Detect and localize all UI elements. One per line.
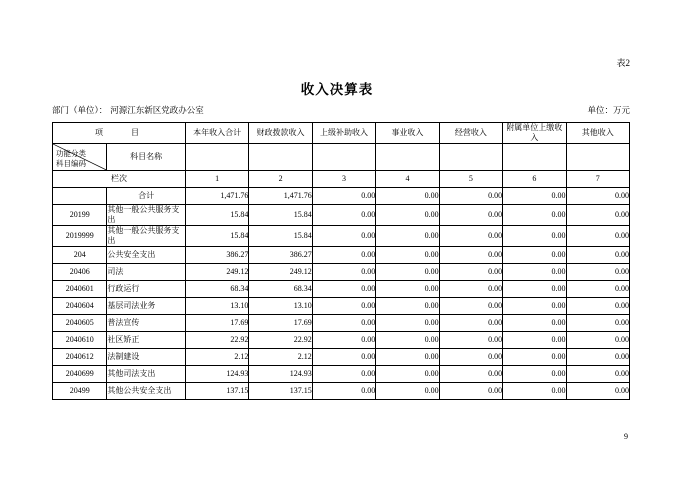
table-row: [53, 298, 630, 315]
row-value-6: 0.00: [503, 349, 566, 366]
header-code-corner: [53, 144, 107, 171]
row-value-6: 0.00: [503, 383, 566, 400]
row-value-1: 249.12: [185, 264, 248, 281]
row-value-2: 1,471.76: [249, 188, 312, 205]
rank-value-3: 3: [312, 171, 375, 188]
row-value-3: 0.00: [312, 247, 375, 264]
row-value-7: 0.00: [566, 281, 629, 298]
table-label: 表2: [616, 58, 630, 68]
row-value-5: 0.00: [439, 366, 502, 383]
row-value-3: 0.00: [312, 298, 375, 315]
table-row: [53, 205, 630, 226]
row-value-2: 124.93: [249, 366, 312, 383]
header-col-5: 经营收入: [439, 123, 502, 144]
header-col-6: 附属单位上缴收入: [503, 123, 566, 144]
row-name: 其他司法支出: [107, 366, 186, 383]
table-row: [53, 247, 630, 264]
row-value-2: 15.84: [249, 205, 312, 226]
row-value-2: 137.15: [249, 383, 312, 400]
row-name: 其他一般公共服务支出: [107, 226, 186, 247]
rank-label: 栏次: [53, 171, 186, 188]
row-value-7: 0.00: [566, 383, 629, 400]
row-name: 基层司法业务: [107, 298, 186, 315]
row-code: 2040601: [53, 281, 107, 298]
row-code: 2019999: [53, 226, 107, 247]
header-item: 项 目: [53, 123, 186, 144]
row-code: 2040605: [53, 315, 107, 332]
row-value-6: 0.00: [503, 366, 566, 383]
page-number: 9: [624, 432, 628, 441]
row-value-4: 0.00: [376, 226, 439, 247]
row-name: 法制建设: [107, 349, 186, 366]
row-value-7: 0.00: [566, 332, 629, 349]
table-row: [53, 349, 630, 366]
header-col-3: 上级补助收入: [312, 123, 375, 144]
header-col-7: 其他收入: [566, 123, 629, 144]
row-code: [53, 188, 107, 205]
row-value-2: 2.12: [249, 349, 312, 366]
row-value-7: 0.00: [566, 349, 629, 366]
row-value-1: 124.93: [185, 366, 248, 383]
department-value: 河源江东新区党政办公室: [110, 105, 204, 115]
row-value-6: 0.00: [503, 281, 566, 298]
row-value-7: 0.00: [566, 315, 629, 332]
table-row: [53, 383, 630, 400]
unit-label: 单位：万元: [587, 105, 630, 115]
row-value-5: 0.00: [439, 264, 502, 281]
row-value-7: 0.00: [566, 366, 629, 383]
row-value-7: 0.00: [566, 264, 629, 281]
row-value-3: 0.00: [312, 188, 375, 205]
row-code: 20199: [53, 205, 107, 226]
row-value-6: 0.00: [503, 205, 566, 226]
header-col-2: 财政拨款收入: [249, 123, 312, 144]
table-row: [53, 188, 630, 205]
row-value-3: 0.00: [312, 205, 375, 226]
row-name: 社区矫正: [107, 332, 186, 349]
row-value-2: 15.84: [249, 226, 312, 247]
row-value-7: 0.00: [566, 247, 629, 264]
table-header-row-2: [53, 144, 630, 171]
header-col-4: 事业收入: [376, 123, 439, 144]
row-value-5: 0.00: [439, 349, 502, 366]
row-code: 2040610: [53, 332, 107, 349]
row-value-6: 0.00: [503, 264, 566, 281]
header-code-label: 功能分类 科目编码: [56, 149, 86, 168]
rank-value-6: 6: [503, 171, 566, 188]
row-value-7: 0.00: [566, 188, 629, 205]
department-line: [52, 104, 204, 116]
rank-value-1: 1: [185, 171, 248, 188]
header-name-label: 科目名称: [107, 144, 186, 171]
row-value-4: 0.00: [376, 332, 439, 349]
row-value-1: 15.84: [185, 226, 248, 247]
row-value-7: 0.00: [566, 298, 629, 315]
row-code: 20499: [53, 383, 107, 400]
row-value-4: 0.00: [376, 383, 439, 400]
row-value-5: 0.00: [439, 315, 502, 332]
row-value-4: 0.00: [376, 349, 439, 366]
row-value-5: 0.00: [439, 226, 502, 247]
row-value-3: 0.00: [312, 281, 375, 298]
row-code: 2040612: [53, 349, 107, 366]
row-name: 公共安全支出: [107, 247, 186, 264]
table-header-row-1: [53, 123, 630, 144]
income-final-accounts-table: [52, 122, 630, 400]
row-value-2: 22.92: [249, 332, 312, 349]
header-spacer-1: [185, 144, 248, 171]
row-value-4: 0.00: [376, 205, 439, 226]
row-value-5: 0.00: [439, 383, 502, 400]
row-value-3: 0.00: [312, 383, 375, 400]
row-value-2: 13.10: [249, 298, 312, 315]
department-label: 部门（单位）：: [52, 105, 108, 115]
row-value-5: 0.00: [439, 332, 502, 349]
row-value-1: 137.15: [185, 383, 248, 400]
row-value-7: 0.00: [566, 226, 629, 247]
row-value-6: 0.00: [503, 298, 566, 315]
row-value-5: 0.00: [439, 188, 502, 205]
row-value-4: 0.00: [376, 298, 439, 315]
row-value-1: 15.84: [185, 205, 248, 226]
row-value-6: 0.00: [503, 188, 566, 205]
table-row: [53, 281, 630, 298]
row-value-4: 0.00: [376, 315, 439, 332]
header-spacer-4: [376, 144, 439, 171]
table-row: [53, 366, 630, 383]
row-value-2: 17.69: [249, 315, 312, 332]
row-value-4: 0.00: [376, 281, 439, 298]
row-value-4: 0.00: [376, 366, 439, 383]
table-row: [53, 264, 630, 281]
row-value-6: 0.00: [503, 332, 566, 349]
row-value-4: 0.00: [376, 264, 439, 281]
row-value-1: 68.34: [185, 281, 248, 298]
row-code: 204: [53, 247, 107, 264]
row-value-6: 0.00: [503, 315, 566, 332]
header-spacer-5: [439, 144, 502, 171]
row-value-5: 0.00: [439, 281, 502, 298]
header-spacer-3: [312, 144, 375, 171]
table-row: [53, 226, 630, 247]
rank-value-4: 4: [376, 171, 439, 188]
header-col-1: 本年收入合计: [185, 123, 248, 144]
header-spacer-6: [503, 144, 566, 171]
row-value-1: 1,471.76: [185, 188, 248, 205]
row-name: 合计: [107, 188, 186, 205]
row-name: 其他一般公共服务支出: [107, 205, 186, 226]
row-name: 普法宣传: [107, 315, 186, 332]
table-row: [53, 332, 630, 349]
row-value-3: 0.00: [312, 366, 375, 383]
row-name: 行政运行: [107, 281, 186, 298]
row-value-1: 386.27: [185, 247, 248, 264]
row-value-3: 0.00: [312, 226, 375, 247]
row-value-1: 13.10: [185, 298, 248, 315]
row-value-1: 2.12: [185, 349, 248, 366]
row-value-2: 386.27: [249, 247, 312, 264]
row-value-1: 17.69: [185, 315, 248, 332]
rank-value-7: 7: [566, 171, 629, 188]
row-value-3: 0.00: [312, 349, 375, 366]
row-code: 2040699: [53, 366, 107, 383]
row-value-5: 0.00: [439, 247, 502, 264]
table-row: [53, 315, 630, 332]
page-title: 收入决算表: [300, 82, 374, 97]
row-value-3: 0.00: [312, 264, 375, 281]
row-code: 20406: [53, 264, 107, 281]
row-value-6: 0.00: [503, 226, 566, 247]
row-value-3: 0.00: [312, 332, 375, 349]
header-spacer-2: [249, 144, 312, 171]
row-name: 司法: [107, 264, 186, 281]
row-name: 其他公共安全支出: [107, 383, 186, 400]
rank-value-2: 2: [249, 171, 312, 188]
table-rank-row: [53, 171, 630, 188]
row-value-2: 249.12: [249, 264, 312, 281]
row-value-4: 0.00: [376, 247, 439, 264]
meta-row: [52, 104, 630, 118]
row-value-5: 0.00: [439, 205, 502, 226]
row-value-1: 22.92: [185, 332, 248, 349]
row-value-6: 0.00: [503, 247, 566, 264]
header-spacer-7: [566, 144, 629, 171]
row-value-5: 0.00: [439, 298, 502, 315]
rank-value-5: 5: [439, 171, 502, 188]
row-value-4: 0.00: [376, 188, 439, 205]
row-code: 2040604: [53, 298, 107, 315]
row-value-2: 68.34: [249, 281, 312, 298]
row-value-7: 0.00: [566, 205, 629, 226]
row-value-3: 0.00: [312, 315, 375, 332]
